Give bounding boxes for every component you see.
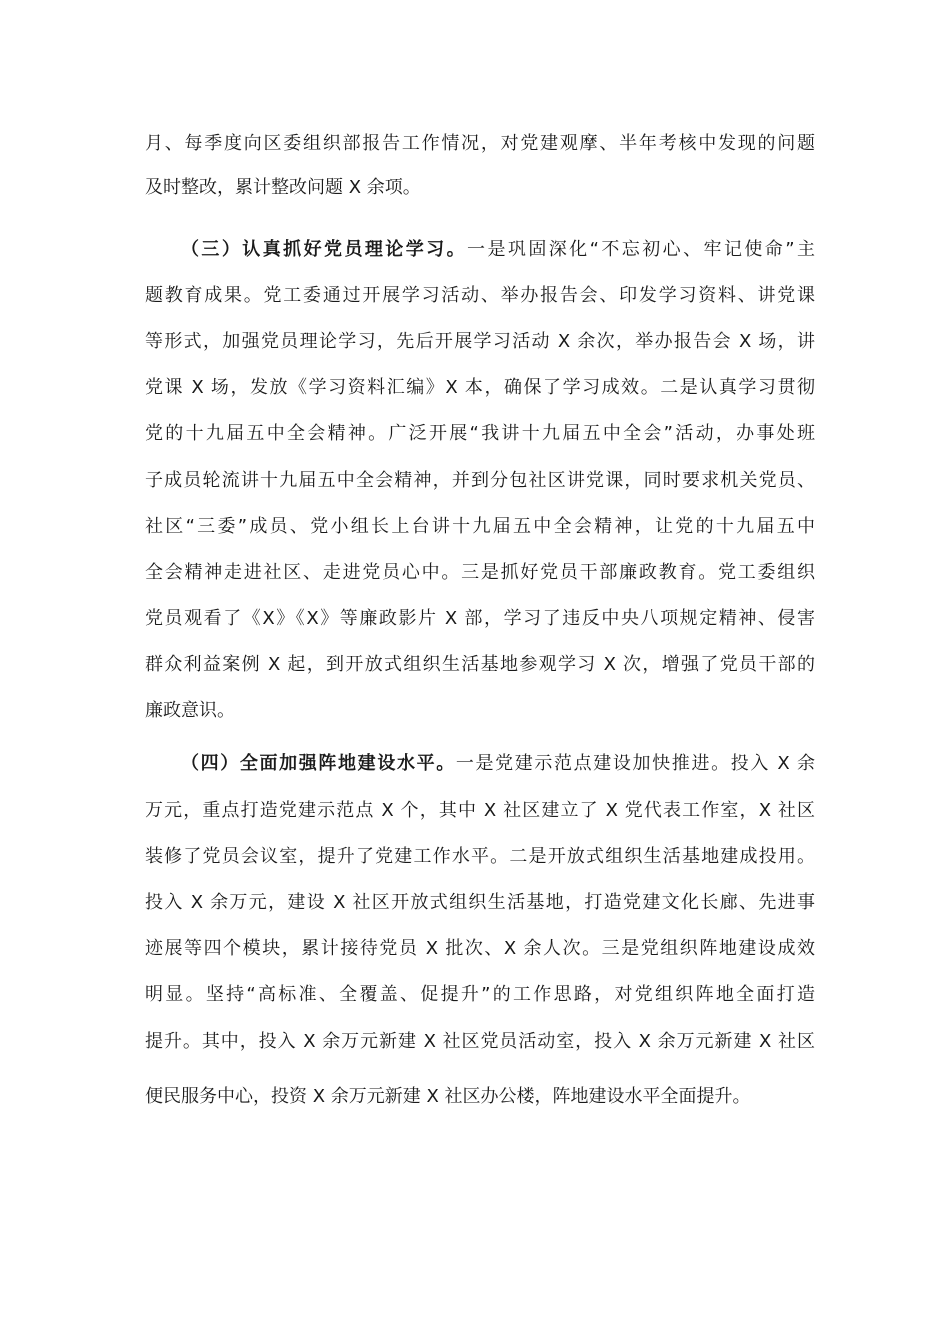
paragraph-2-line: 党员观看了《X》《X》等廉政影片 X 部，学习了违反中央八项规定精神、侵害 <box>145 608 815 629</box>
paragraph-3-line: 提升。其中，投入 X 余万元新建 X 社区党员活动室，投入 X 余万元新建 X 社区 <box>145 1031 815 1052</box>
paragraph-3-line: 装修了党员会议室，提升了党建工作水平。二是开放式组织生活基地建成投用。 <box>145 846 815 867</box>
paragraph-2-line: 党的十九届五中全会精神。广泛开展“我讲十九届五中全会”活动，办事处班 <box>145 423 815 444</box>
paragraph-3-line: 迹展等四个模块，累计接待党员 X 批次、X 余人次。三是党组织阵地建设成效 <box>145 938 815 959</box>
paragraph-2-line: 等形式，加强党员理论学习，先后开展学习活动 X 余次，举办报告会 X 场，讲 <box>145 331 815 352</box>
paragraph-2-line: 社区“三委”成员、党小组长上台讲十九届五中全会精神，让党的十九届五中 <box>145 516 815 537</box>
paragraph-1-line-1: 月、每季度向区委组织部报告工作情况，对党建观摩、半年考核中发现的问题 <box>145 133 815 154</box>
paragraph-2-line: 子成员轮流讲十九届五中全会精神，并到分包社区讲党课，同时要求机关党员、 <box>145 470 815 491</box>
paragraph-3-line: 投入 X 余万元，建设 X 社区开放式组织生活基地，打造党建文化长廊、先进事 <box>145 892 815 913</box>
section-3-heading: （三）认真抓好党员理论学习。 <box>181 239 468 260</box>
paragraph-3-line: 万元，重点打造党建示范点 X 个，其中 X 社区建立了 X 党代表工作室，X 社区 <box>145 800 815 821</box>
paragraph-3-line: 明显。坚持“高标准、全覆盖、促提升”的工作思路，对党组织阵地全面打造 <box>145 984 815 1005</box>
paragraph-3-first-line-text: 一是党建示范点建设加快推进。投入 X 余 <box>455 753 816 774</box>
paragraph-2-line: 题教育成果。党工委通过开展学习活动、举办报告会、印发学习资料、讲党课 <box>145 285 815 306</box>
paragraph-1-line-2: 及时整改，累计整改问题 X 余项。 <box>145 177 421 198</box>
paragraph-2-line: 全会精神走进社区、走进党员心中。三是抓好党员干部廉政教育。党工委组织 <box>145 562 815 583</box>
paragraph-3-first-line <box>181 752 815 776</box>
paragraph-3-last-line: 便民服务中心，投资 X 余万元新建 X 社区办公楼，阵地建设水平全面提升。 <box>145 1086 751 1107</box>
paragraph-2-last-line: 廉政意识。 <box>145 700 235 721</box>
section-4-heading: （四）全面加强阵地建设水平。 <box>181 753 456 774</box>
paragraph-2-line: 群众利益案例 X 起，到开放式组织生活基地参观学习 X 次，增强了党员干部的 <box>145 654 815 675</box>
paragraph-2-first-line <box>181 238 815 262</box>
paragraph-2-first-line-text: 一是巩固深化“不忘初心、牢记使命”主 <box>467 239 815 260</box>
paragraph-2-line: 党课 X 场，发放《学习资料汇编》X 本，确保了学习成效。二是认真学习贯彻 <box>145 377 815 398</box>
